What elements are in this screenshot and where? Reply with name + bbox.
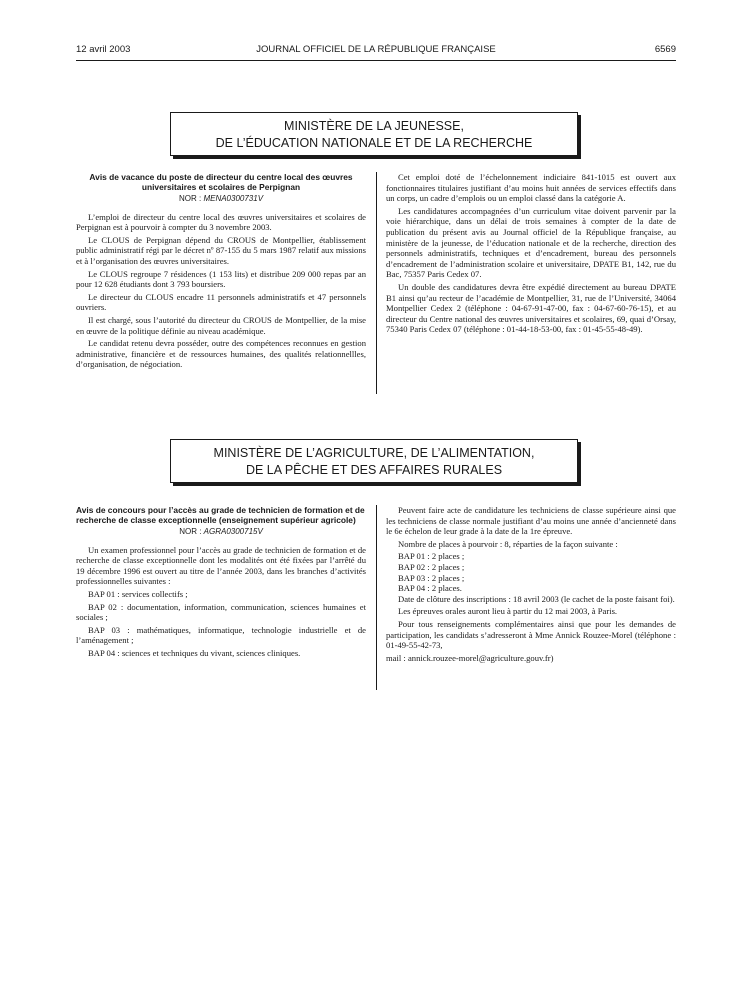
avis1-paragraph: L’emploi de directeur du centre local des œuvres universitaires et scolaires de Perpignan est à pourvoir à compter du 3 novembre 2003. (76, 211, 366, 233)
column-divider (376, 172, 377, 394)
avis1-paragraph: Le directeur du CLOUS encadre 11 personnels administratifs et 47 personnels ouvriers. (76, 291, 366, 313)
avis1-paragraph: Cet emploi doté de l’échelonnement indiciaire 841-1015 est ouvert aux fonctionnaires titulaires justifiant d’au moins huit années de services effectifs dans un corps, un cadre d’emplois ou un emploi classé dans la catégorie A. (386, 172, 676, 204)
avis1-paragraph: Il est chargé, sous l’autorité du directeur du CROUS de Montpellier, de la mise en œuvre de la politique définie au niveau académique. (76, 314, 366, 336)
ministry-box-agriculture (170, 439, 578, 483)
avis2-closing-date: Date de clôture des inscriptions : 18 avril 2003 (le cachet de la poste faisant foi). (398, 593, 675, 604)
avis2-oral-date: Les épreuves orales auront lieu à partir du 12 mai 2003, à Paris. (398, 606, 618, 617)
avis1-paragraph: Le CLOUS regroupe 7 résidences (1 153 lits) et distribue 209 000 repas par an pour 12 628 étudiants dont 3 793 boursiers. (76, 268, 366, 290)
column-divider (376, 505, 377, 690)
avis2-email: mail : annick.rouzee-morel@agriculture.gouv.fr) (386, 652, 554, 663)
avis2-nor (76, 527, 366, 538)
avis2-contact: Pour tous renseignements complémentaires ainsi que pour les demandes de participation, les candidats s’adresseront à Mme Annick Rouzee-Morel (téléphone : 01-49-55-42-73, (386, 618, 676, 651)
ministry-title-line2: DE LA PÊCHE ET DES AFFAIRES RURALES (245, 463, 503, 477)
page-header (76, 44, 676, 58)
nor-label: NOR : (178, 194, 202, 203)
avis2-branch: BAP 04 : sciences et techniques du vivant, sciences cliniques. (88, 647, 301, 658)
avis1-paragraph: Les candidatures accompagnées d’un curriculum vitae doivent parvenir par la voie hiérarchique, dans un délai de trois semaines à compter de la date de publication du présent avis au Journal officiel de la République française, au ministère de la jeunesse, de l’éducation nationale et de la recherche, direction des personnels administratifs, techniques et d’encadrement, bureau des personnels d’encadrement de l’administration scolaire et universitaire, DPATE B1, 142, rue du Bac, 75357 Paris Cedex 07. (386, 205, 676, 280)
header-rule (76, 60, 676, 61)
avis2-place-item: BAP 01 : 2 places ; (398, 551, 465, 562)
avis1-paragraph: Le candidat retenu devra posséder, outre des compétences reconnues en gestion administrative, financière et de ressources humaines, des qualités relationnellles, d’organisation, de négociation. (76, 338, 366, 370)
page-number: 6569 (654, 44, 676, 55)
avis2-title: Avis de concours pour l’accès au grade de technicien de formation et de recherche de classe exceptionnelle (enseignement supérieur agricole) (76, 505, 365, 525)
avis1-paragraph: Un double des candidatures devra être expédié directement au bureau DPATE B1 ainsi qu’au recteur de l’académie de Montpellier, 31, rue de l’Université, 34064 Montpellier Cedex 2 (téléphone : 04-67-91-47-00, fax : 04-67-60-76-15), et au directeur du Centre national des œuvres universitaires et scolaires, 69, quai d’Orsay, 75340 Paris Cedex 07 (téléphone : 01-44-18-53-00, fax : 01-45-55-48-49). (386, 281, 676, 335)
avis2-place-item: BAP 03 : 2 places ; (398, 572, 465, 583)
avis2-right-column (386, 505, 676, 665)
ministry-title-line1: MINISTÈRE DE L’AGRICULTURE, DE L’ALIMENTATION, (213, 446, 535, 460)
ministry-title-line1: MINISTÈRE DE LA JEUNESSE, (284, 119, 464, 133)
avis2-left-column (76, 505, 366, 661)
avis1-title: Avis de vacance du poste de directeur du centre local des œuvres universitaires et scolaires de Perpignan (89, 172, 353, 192)
ministry-title-line2: DE L’ÉDUCATION NATIONALE ET DE LA RECHERCHE (215, 136, 533, 150)
avis2-eligibility: Peuvent faire acte de candidature les techniciens de classe supérieure ainsi que les techniciens de classe normale justifiant d’au moins une année d’ancienneté dans le 6e échelon de leur grade à la date de la 1re épreuve. (386, 505, 676, 537)
header-date: 12 avril 2003 (76, 44, 131, 55)
avis2-place-item: BAP 02 : 2 places ; (398, 561, 465, 572)
avis1-left-column (76, 172, 366, 372)
ministry-box-education (170, 112, 578, 156)
avis2-intro: Un examen professionnel pour l’accès au grade de technicien de formation et de recherche de classe exceptionnelle dont les modalités ont été fixées par l’arrêté du 19 décembre 1996 est ouvert au titre de l’année 2003, dans les branches d’activités professionnelles suivantes : (76, 544, 366, 587)
journal-title: JOURNAL OFFICIEL DE LA RÉPUBLIQUE FRANÇAISE (256, 44, 496, 55)
nor-code: AGRA0300715V (203, 527, 263, 536)
avis1-nor (76, 194, 366, 205)
avis2-place-item: BAP 04 : 2 places. (398, 583, 462, 594)
avis2-branch: BAP 01 : services collectifs ; (88, 588, 188, 599)
avis1-paragraph: Le CLOUS de Perpignan dépend du CROUS de Montpellier, établissement public administratif régi par le décret nº 87-155 du 5 mars 1987 relatif aux missions et à l’organisation des œuvres universitaires. (76, 234, 366, 266)
avis2-branch: BAP 03 : mathématiques, informatique, technologie industrielle et de l’aménagement ; (76, 624, 366, 646)
avis1-right-column (386, 172, 676, 337)
avis2-branch: BAP 02 : documentation, information, communication, sciences humaines et sociales ; (76, 601, 366, 623)
avis2-places-intro: Nombre de places à pourvoir : 8, réparties de la façon suivante : (398, 538, 618, 549)
nor-label: NOR : (179, 527, 202, 536)
nor-code: MENA0300731V (203, 194, 264, 203)
